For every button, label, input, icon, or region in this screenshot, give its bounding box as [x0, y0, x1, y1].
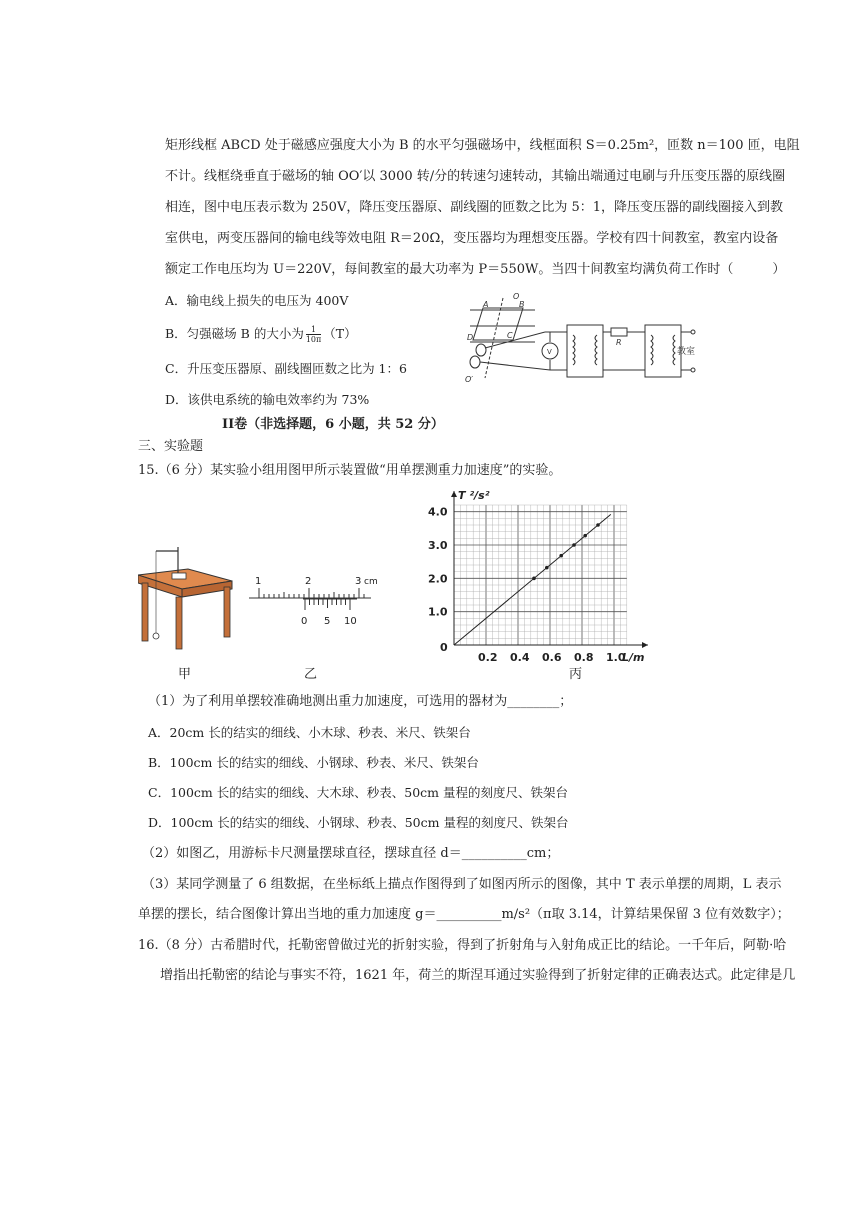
- q14-line-1: 矩形线框 ABCD 处于磁感应强度大小为 B 的水平匀强磁场中，线框面积 S＝0.25m²，匝数 n＝100 匝，电阻: [165, 138, 800, 153]
- table-leg: [176, 597, 182, 649]
- q14-line-2: 不计。线框绕垂直于磁场的轴 OO′以 3000 转/分的转速匀速转动，其输出端通过电刷与升压变压器的原线圈: [165, 169, 786, 184]
- x-tick-label: 1.0: [606, 651, 626, 664]
- q15-option-c: C．100cm 长的结实的细线、大木球、秒表、50cm 量程的刻度尺、铁架台: [148, 785, 568, 800]
- label-c: C: [507, 331, 513, 340]
- fraction-denominator: 10π: [305, 335, 322, 344]
- q14-line-3: 相连，图中电压表示数为 250V，降压变压器原、副线圈的匝数之比为 5：1，降压变压器的副线圈接入到教: [165, 200, 784, 215]
- y-tick-label: 3.0: [428, 539, 448, 552]
- main-scale-unit: cm: [364, 577, 378, 587]
- table-leg: [224, 587, 230, 637]
- x-tick-label: 0.8: [574, 651, 594, 664]
- q15-option-b: B．100cm 长的结实的细线、小钢球、秒表、米尺、铁架台: [148, 755, 479, 770]
- q15-sub3-line-1: （3）某同学测量了 6 组数据，在坐标纸上描点作图得到了如图丙所示的图像，其中 T 表示单摆的周期，L 表示: [142, 877, 782, 892]
- label-classroom: 教室: [677, 347, 696, 357]
- q14-option-b: [165, 325, 357, 344]
- terminal: [691, 368, 695, 372]
- label-v: V: [547, 348, 552, 356]
- label-d: D: [467, 333, 474, 342]
- t-squared-vs-length-chart: [420, 485, 690, 670]
- generator-circuit-diagram: [455, 290, 710, 395]
- q15-option-d: D．100cm 长的结实的细线、小钢球、秒表、50cm 量程的刻度尺、铁架台: [148, 815, 569, 830]
- fit-line: [454, 514, 611, 645]
- q14-option-c: C．升压变压器原、副线圈匝数之比为 1：6: [165, 361, 407, 376]
- label-b: B: [519, 300, 525, 309]
- transformer-coil: [673, 335, 675, 365]
- q14-line-5: 额定工作电压均为 U＝220V，每间教室的最大功率为 P＝550W。当四十间教室均满负荷工作时（ ）: [165, 262, 786, 277]
- section-3-heading: 三、实验题: [138, 439, 204, 454]
- q15-option-a: A．20cm 长的结实的细线、小木球、秒表、米尺、铁架台: [148, 725, 471, 740]
- q14-option-b-post: （T）: [323, 326, 357, 341]
- data-point: [545, 566, 549, 570]
- wire: [480, 362, 550, 370]
- q16-line-1: 16.（8 分）古希腊时代，托勒密曾做过光的折射实验，得到了折射角与入射角成正比的结论。一千年后，阿勒·哈: [138, 938, 787, 953]
- y-axis-label: T ²/s²: [458, 489, 490, 502]
- transformer-coil: [573, 335, 575, 365]
- q14-line-4: 室供电，两变压器间的输电线等效电阻 R＝20Ω，变压器均为理想变压器。学校有四十间教室，教室内设备: [165, 231, 779, 246]
- slip-ring: [470, 356, 480, 368]
- y-tick-label: 4.0: [428, 505, 448, 519]
- x-axis-label: L/m: [622, 651, 645, 664]
- main-scale-label: 2: [305, 576, 312, 587]
- main-scale-label: 3: [355, 576, 362, 587]
- data-point: [532, 577, 536, 581]
- vernier-label: 10: [344, 616, 357, 627]
- y-tick-label: 1.0: [428, 605, 448, 619]
- vernier-label: 0: [301, 616, 308, 627]
- step-down-transformer: [645, 325, 681, 377]
- transformer-coil: [595, 335, 597, 365]
- part-2-title: II卷（非选择题，6 小题，共 52 分）: [222, 417, 444, 432]
- label-a: A: [483, 300, 489, 309]
- q14-option-b-fraction: [306, 325, 321, 344]
- stand-base: [172, 573, 186, 579]
- vernier-label: 5: [324, 616, 331, 627]
- pendulum-bob: [153, 633, 159, 639]
- fraction-numerator: 1: [306, 325, 321, 335]
- caption-jia: 甲: [178, 667, 192, 682]
- y-tick-label: 2.0: [428, 572, 448, 586]
- coil-frame: [473, 308, 523, 340]
- main-scale-label: 1: [255, 576, 262, 587]
- chart-axes: [451, 491, 648, 648]
- q15-sub2: （2）如图乙，用游标卡尺测量摆球直径，摆球直径 d＝__________cm；: [142, 846, 560, 861]
- label-o-prime: O′: [465, 375, 474, 384]
- data-point: [559, 554, 563, 558]
- q14-option-d: D．该供电系统的输电效率约为 73%: [165, 392, 370, 407]
- y-axis-arrow: [451, 491, 457, 497]
- q15-sub3-line-2: 单摆的摆长，结合图像计算出当地的重力加速度 g＝__________m/s²（π取 3.14，计算结果保留 3 位有效数字）；: [138, 907, 790, 922]
- q14-option-b-pre: B．匀强磁场 B 的大小为: [165, 326, 304, 341]
- pendulum-apparatus-figure: [138, 545, 238, 650]
- vernier-caliper-figure: [245, 570, 385, 630]
- caption-bing: 丙: [569, 667, 583, 682]
- x-tick-label: 0.6: [542, 651, 562, 664]
- x-axis-arrow: [642, 642, 648, 648]
- caption-yi: 乙: [304, 667, 318, 682]
- data-point: [583, 534, 587, 538]
- data-point: [596, 523, 600, 527]
- label-r: R: [616, 338, 622, 347]
- q15-sub1: （1）为了利用单摆较准确地测出重力加速度，可选用的器材为________；: [148, 694, 573, 709]
- resistor: [611, 328, 627, 336]
- transformer-coil: [651, 335, 653, 365]
- slip-ring: [476, 344, 486, 356]
- chart-fit-line: [454, 514, 611, 645]
- data-point: [572, 543, 576, 547]
- x-tick-label: 0.2: [478, 651, 498, 664]
- label-o: O: [513, 292, 520, 301]
- step-up-transformer: [567, 325, 603, 377]
- x-tick-label: 0.4: [510, 651, 530, 664]
- q15-stem: 15.（6 分）某实验小组用图甲所示装置做“用单摆测重力加速度”的实验。: [138, 463, 562, 478]
- table-leg: [142, 583, 148, 641]
- terminal: [691, 330, 695, 334]
- q14-option-a: A．输电线上损失的电压为 400V: [165, 293, 349, 308]
- origin-label: 0: [440, 641, 448, 654]
- q16-line-2: 增指出托勒密的结论与事实不符，1621 年，荷兰的斯涅耳通过实验得到了折射定律的正确表达式。此定律是几: [160, 968, 796, 983]
